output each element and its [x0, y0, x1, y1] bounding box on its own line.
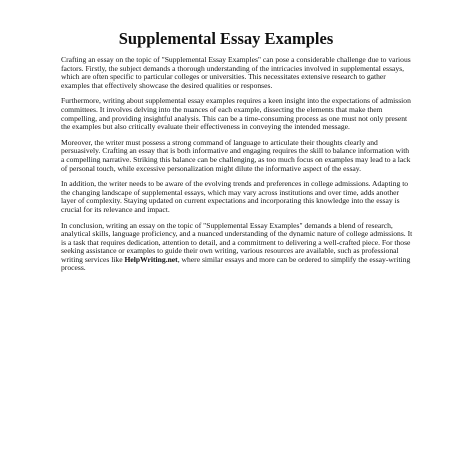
document-title: Supplemental Essay Examples	[118, 29, 334, 48]
paragraph-5-text-before: In conclusion, writing an essay on the topic of "Supplemental Essay Examples" demands a blend of research, analytical skills, language proficiency, and a nuanced understanding of the dynamic nature of college admissions. It is a task that requires dedication, attention to detail, and a commitment to delivering a well-crafted piece. For those seeking assistance or examples to guide their own writing, various resources are available, such as professional writing services like	[61, 220, 413, 264]
brand-name: HelpWriting.net	[124, 254, 178, 264]
paragraph-4: In addition, the writer needs to be aware of the evolving trends and preferences in college admissions. Adapting to the changing landscape of supplemental essays, which may vary across institutions and over time, adds another layer of complexity. Staying updated on current expectations and incorporating this knowledge into the essay is crucial for its relevance and impact.	[61, 179, 409, 214]
paragraph-1: Crafting an essay on the topic of "Supplemental Essay Examples" can pose a considerable challenge due to various factors. Firstly, the subject demands a thorough understanding of the intricacies involved in supplemental essays, which are often specific to particular colleges or universities. This necessitates extensive research to gather examples that effectively showcase the desired qualities or responses.	[61, 55, 411, 90]
paragraph-3: Moreover, the writer must possess a strong command of language to articulate their thoughts clearly and persuasively. Crafting an essay that is both informative and engaging requires the skill to balance information with a compelling narrative. Striking this balance can be challenging, as too much focus on examples may lead to a lack of personal touch, while excessive personalization might dilute the informative aspect of the essay.	[61, 137, 411, 173]
paragraph-5	[61, 222, 413, 274]
paragraph-5-text-after: , where similar essays and more can be ordered to simplify the essay-writing process.	[61, 254, 411, 273]
document-body	[61, 56, 413, 280]
paragraph-2: Furthermore, writing about supplemental essay examples requires a keen insight into the expectations of admission committees. It involves delving into the nuances of each example, dissecting the elements that make them compelling, and providing insightful analysis. This can be a time-consuming process as one must not only present the examples but also critically evaluate their effectiveness in conveying the intended message.	[61, 96, 411, 132]
